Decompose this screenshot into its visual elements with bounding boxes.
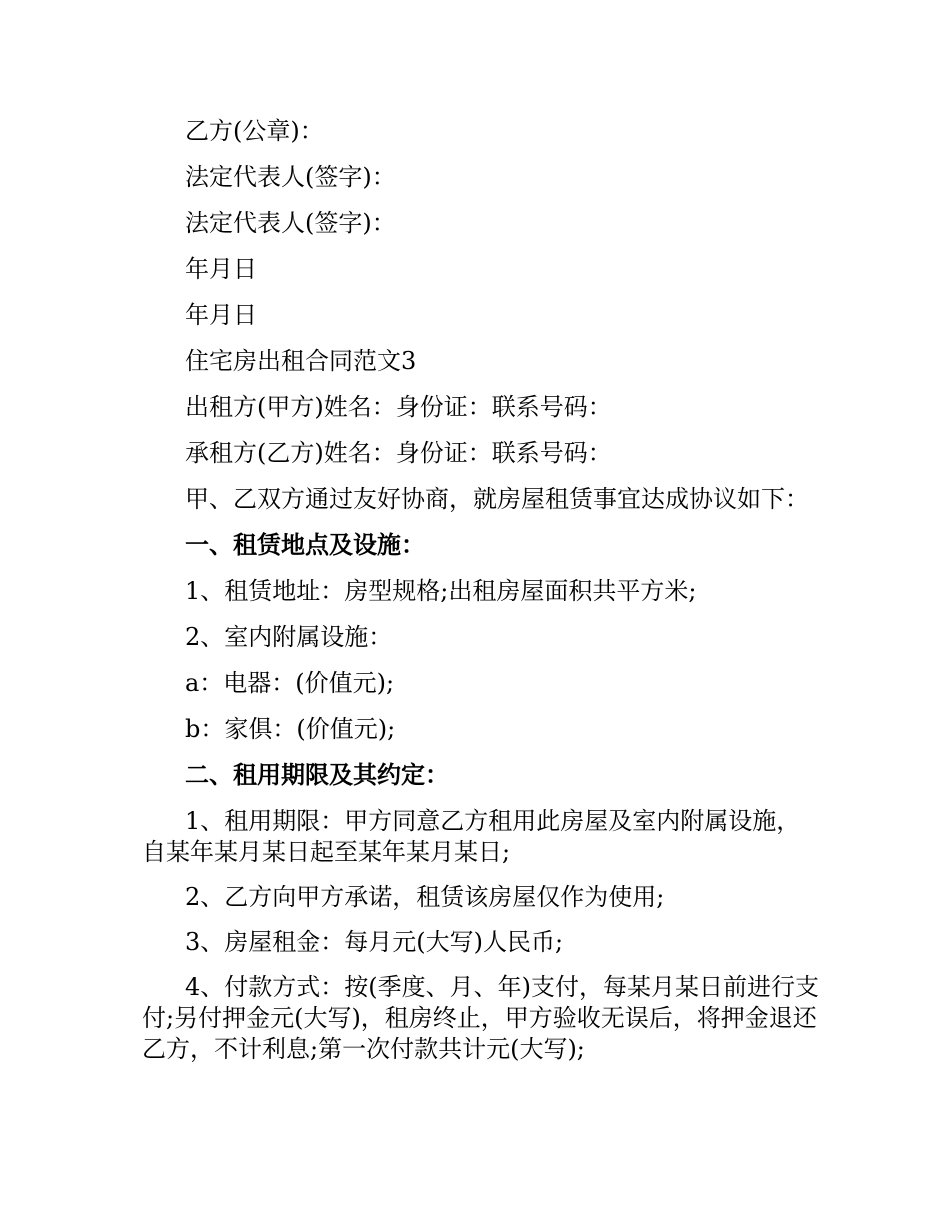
lessee-info-line: 承租方(乙方)姓名：身份证：联系号码： xyxy=(185,439,612,467)
clause-appliances: a：电器：(价值元); xyxy=(185,669,395,697)
section-heading-location: 一、租赁地点及设施： xyxy=(185,530,425,559)
clause-rent-amount: 3、房屋租金：每月元(大写)人民币; xyxy=(185,928,564,956)
clause-furniture: b：家俱：(价值元); xyxy=(185,715,396,743)
party-b-seal-line: 乙方(公章)： xyxy=(185,117,324,145)
clause-payment-method: 4、付款方式：按(季度、月、年)支付，每某月某日前进行支付;另付押金元(大写)，租房终止，甲方验收无误后，将押金退还乙方，不计利息;第一次付款共计元(大写); xyxy=(142,973,819,1063)
legal-rep-signature-line: 法定代表人(签字)： xyxy=(185,163,396,191)
date-line: 年月日 xyxy=(185,301,257,329)
date-line: 年月日 xyxy=(185,255,257,283)
legal-rep-signature-line: 法定代表人(签字)： xyxy=(185,209,396,237)
clause-rental-term: 1、租用期限：甲方同意乙方租用此房屋及室内附属设施，自某年某月某日起至某年某月某日; xyxy=(142,807,801,866)
section-heading-term: 二、租用期限及其约定： xyxy=(185,760,449,789)
agreement-intro: 甲、乙双方通过友好协商，就房屋租赁事宜达成协议如下： xyxy=(185,485,809,513)
clause-address: 1、租赁地址：房型规格;出租房屋面积共平方米; xyxy=(185,577,697,605)
clause-facilities: 2、室内附属设施： xyxy=(185,623,393,651)
document-body xyxy=(142,108,822,1079)
document-title: 住宅房出租合同范文3 xyxy=(185,347,417,375)
clause-usage-promise: 2、乙方向甲方承诺，租赁该房屋仅作为使用; xyxy=(185,883,665,911)
lessor-info-line: 出租方(甲方)姓名：身份证：联系号码： xyxy=(185,393,612,421)
